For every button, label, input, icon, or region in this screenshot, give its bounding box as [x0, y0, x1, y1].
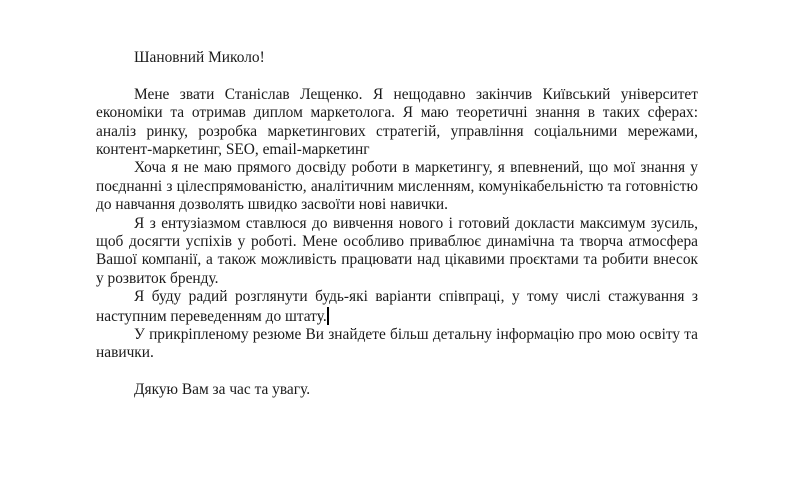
blank-line: [96, 67, 698, 85]
blank-line: [96, 363, 698, 381]
closing-line[interactable]: Дякую Вам за час та увагу.: [134, 381, 311, 399]
paragraph-resume[interactable]: У прикріпленому резюме Ви знайдете більш детальну інформацію про мою освіту та навички.: [96, 326, 698, 362]
paragraph-intro[interactable]: Мене звати Станіслав Лещенко. Я нещодавно закінчив Київський університет економіки та отримав диплом маркетолога. Я маю теоретичні знання в таких сферах: аналіз ринку, розробка маркетингових стратегій, управління соціальними мережами, контент-маркетинг, SEO, email-маркетинг: [96, 85, 698, 159]
paragraph-cooperation-text: Я буду радий розглянути будь-які варіанти співпраці, у тому числі стажування з наступним переведенням до штату.: [96, 288, 698, 325]
document-page[interactable]: [96, 49, 698, 400]
text-cursor: [327, 307, 329, 325]
paragraph-enthusiasm[interactable]: Я з ентузіазмом ставлюся до вивчення нового і готовий докласти максимум зусиль, щоб досягти успіхів у роботі. Мене особливо приваблює динамічна та творча атмосфера Вашої компанії, а також можливість працювати над цікавими проєктами та робити внесок у розвиток бренду.: [96, 214, 698, 287]
paragraph-experience[interactable]: Хоча я не маю прямого досвіду роботи в маркетингу, я впевнений, що мої знання у поєднанні з цілеспрямованістю, аналітичним мисленням, комунікабельністю та готовністю до навчання дозволять швидко засвоїти нові навички.: [96, 159, 698, 214]
greeting-line[interactable]: Шановний Миколо!: [134, 49, 265, 66]
paragraph-cooperation[interactable]: [96, 288, 698, 326]
